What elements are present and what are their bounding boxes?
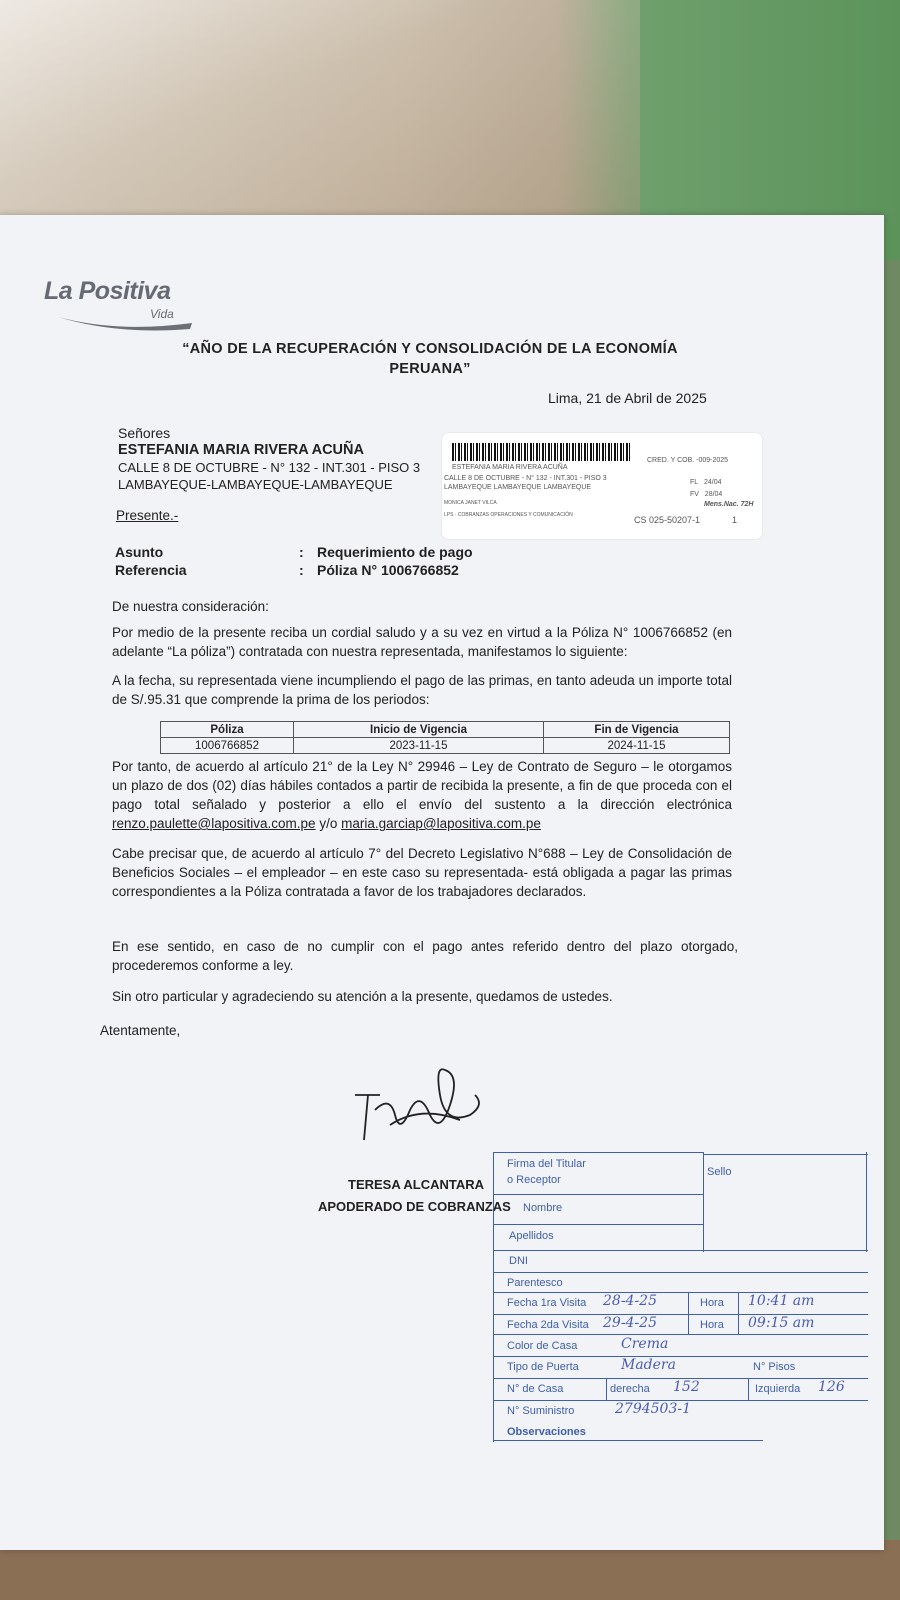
letter-date: Lima, 21 de Abril de 2025	[548, 390, 707, 406]
hw-fecha2: 29-4-25	[603, 1315, 657, 1331]
label-fv: FV 28/04	[690, 491, 723, 498]
presente-label: Presente.-	[116, 508, 179, 523]
year-title: “AÑO DE LA RECUPERACIÓN Y CONSOLIDACIÓN DE LA ECONOMÍA PERUANA”	[182, 341, 678, 377]
email-link-1[interactable]: renzo.paulette@lapositiva.com.pe	[112, 816, 316, 831]
label-count: 1	[732, 515, 738, 525]
label-mens: Mens.Nac. 72H	[704, 501, 754, 508]
recipient-address	[118, 425, 420, 493]
paragraph-4: Cabe precisar que, de acuerdo al artículo 7° del Decreto Legislativo N°688 – Ley de Consolidación de Beneficios Sociales – el empleador – en este caso su representada- está obligada a pagar las primas correspondientes a la Póliza contratada a favor de los trabajadores declarados.	[112, 846, 732, 899]
hw-fecha1: 28-4-25	[603, 1293, 657, 1309]
label-sender: MONICA JANET VILCA	[444, 500, 497, 506]
recipient-city: LAMBAYEQUE-LAMBAYEQUE-LAMBAYEQUE	[118, 477, 393, 492]
hw-hora2: 09:15 am	[748, 1315, 815, 1331]
label-name: ESTEFANIA MARIA RIVERA ACUÑA	[452, 464, 568, 471]
label-fl: FL 24/04	[690, 479, 722, 486]
policy-table	[160, 721, 730, 754]
table-row: 1006766852 2023-11-15 2024-11-15	[161, 738, 730, 754]
logo-swoosh-icon	[58, 313, 192, 333]
salutation: Señores	[118, 425, 171, 441]
signer-name: TERESA ALCANTARA	[348, 1177, 485, 1192]
hw-suministro: 2794503-1	[615, 1401, 691, 1417]
paragraph-3: Por tanto, de acuerdo al artículo 21° de la Ley N° 29946 – Ley de Contrato de Seguro – le otorgamos un plazo de dos (02) días hábiles contados a partir de recibida la presente, a fin de que proceda con el pago total señalado y posterior a ello el envío del sustento a la dirección electrónica renzo.paulette@lapositiva.com.pe y/o maria.garciap@lapositiva.com.pe	[112, 759, 732, 831]
background-plastic	[0, 0, 640, 230]
signature-drawing	[350, 1055, 490, 1155]
subject-block	[115, 543, 473, 579]
shipping-label	[442, 433, 762, 539]
closing: Atentamente,	[100, 1023, 181, 1038]
hw-tipo: Madera	[621, 1357, 676, 1373]
signer-role: APODERADO DE COBRANZAS	[318, 1199, 511, 1214]
label-code: CS 025-50207-1	[634, 515, 701, 525]
label-street: CALLE 8 DE OCTUBRE - N° 132 - INT.301 - PISO 3	[444, 475, 607, 482]
delivery-stamp: Firma del Titular o Receptor Sello Nombre Apellidos DNI Parentesco Fecha 1ra Visita Fecha 2da Visita Hora Hora Color de Casa Tipo de Puerta N° Pisos N° de Casa derecha Izquierda N° Suministro Observaciones 28-4-25 29-4-25 10:41 am 09:15 am Crema Madera 152 126 2794503-1	[493, 1152, 868, 1442]
asunto-row: Asunto : Requerimiento de pago	[115, 544, 473, 560]
label-city: LAMBAYEQUE LAMBAYEQUE LAMBAYEQUE	[444, 484, 592, 491]
hw-derecha: 152	[673, 1379, 700, 1395]
letter-document	[0, 215, 884, 1550]
hw-hora1: 10:41 am	[748, 1293, 815, 1309]
hw-color: Crema	[621, 1336, 669, 1352]
hw-izquierda: 126	[818, 1379, 845, 1395]
label-area: LPS · COBRANZAS OPERACIONES Y COMUNICACIÓN	[444, 512, 573, 518]
referencia-row: Referencia : Póliza N° 1006766852	[115, 562, 459, 578]
paragraph-6: Sin otro particular y agradeciendo su atención a la presente, quedamos de ustedes.	[112, 989, 613, 1004]
logo-subtitle: Vida	[150, 307, 174, 321]
barcode-icon	[452, 443, 632, 461]
recipient-name: ESTEFANIA MARIA RIVERA ACUÑA	[118, 442, 364, 458]
paragraph-5: En ese sentido, en caso de no cumplir con el pago antes referido dentro del plazo otorgado, procederemos conforme a ley.	[112, 939, 738, 973]
table-header-row: Póliza Inicio de Vigencia Fin de Vigencia	[161, 722, 730, 738]
greeting: De nuestra consideración:	[112, 599, 269, 614]
email-link-2[interactable]: maria.garciap@lapositiva.com.pe	[341, 816, 541, 831]
recipient-street: CALLE 8 DE OCTUBRE - N° 132 - INT.301 - PISO 3	[118, 460, 421, 475]
label-cred: CRED. Y COB. -009-2025	[647, 457, 729, 464]
company-logo: La Positiva	[44, 277, 171, 305]
paragraph-1: Por medio de la presente reciba un cordial saludo y a su vez en virtud a la Póliza N° 1006766852 (en adelante “La póliza”) contratada con nuestra representada, manifestamos lo siguiente:	[112, 625, 732, 659]
paragraph-2: A la fecha, su representada viene incumpliendo el pago de las primas, en tanto adeuda un importe total de S/.95.31 que comprende la prima de los periodos:	[112, 673, 732, 707]
